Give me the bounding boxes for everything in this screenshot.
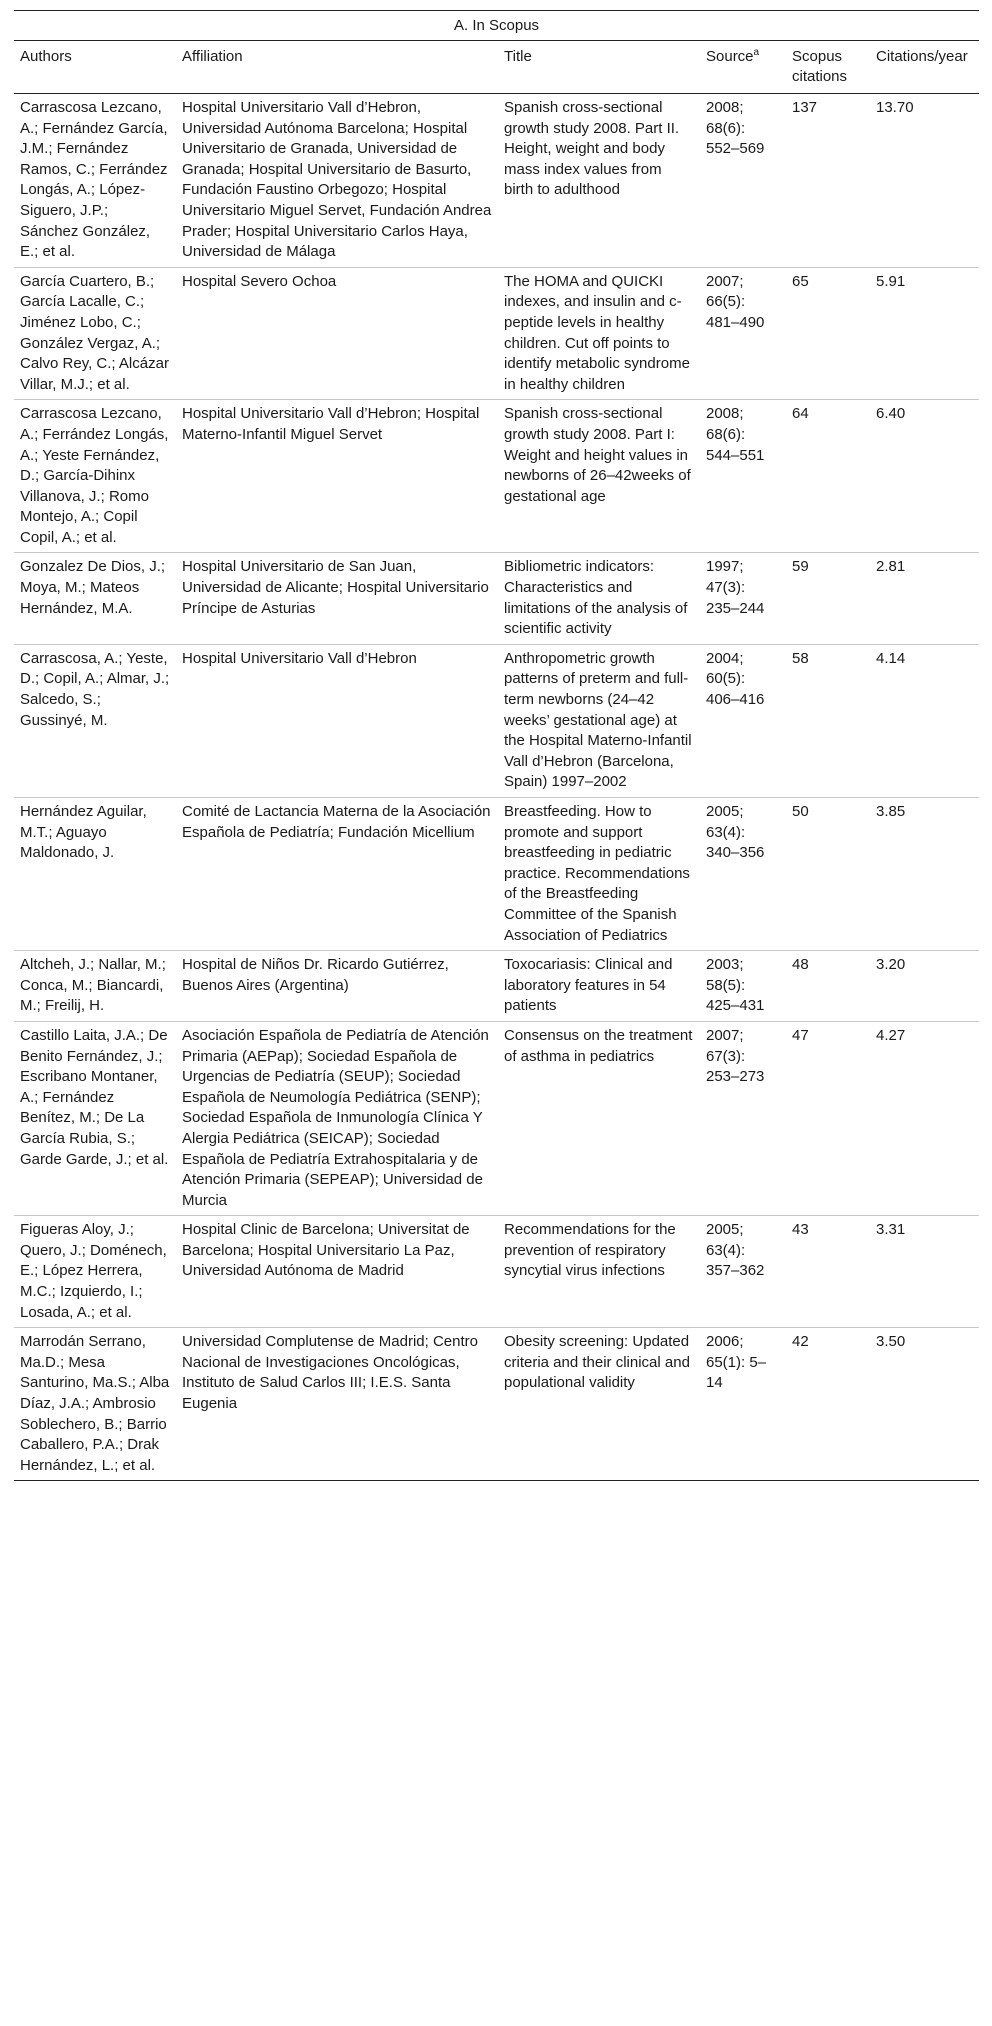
cell-citations-year: 2.81	[870, 553, 979, 644]
cell-affiliation: Comité de Lactancia Materna de la Asociación Española de Pediatría; Fundación Micellium	[176, 798, 498, 951]
cell-authors: Carrascosa Lezcano, A.; Ferrández Longás, A.; Yeste Fernández, D.; García-Dihinx Villanova, J.; Romo Montejo, A.; Copil Copil, A.; et al.	[14, 400, 176, 553]
table-row	[14, 94, 979, 268]
cell-source: 2007; 66(5): 481–490	[700, 267, 786, 400]
cell-source: 2007; 67(3): 253–273	[700, 1021, 786, 1215]
cell-citations-year: 3.31	[870, 1216, 979, 1328]
cell-citations-year: 3.20	[870, 951, 979, 1022]
cell-scopus-citations: 137	[786, 94, 870, 268]
cell-title: Spanish cross-sectional growth study 2008. Part II. Height, weight and body mass index values from birth to adulthood	[498, 94, 700, 268]
table-container	[14, 10, 979, 1481]
header-citations-year: Citations/year	[870, 41, 979, 94]
cell-scopus-citations: 42	[786, 1328, 870, 1481]
cell-citations-year: 4.27	[870, 1021, 979, 1215]
cell-title: Bibliometric indicators: Characteristics and limitations of the analysis of scientific activity	[498, 553, 700, 644]
cell-title: Breastfeeding. How to promote and support breastfeeding in pediatric practice. Recommendations of the Breastfeeding Committee of the Spanish Association of Pediatrics	[498, 798, 700, 951]
cell-source: 2008; 68(6): 544–551	[700, 400, 786, 553]
table-row	[14, 644, 979, 797]
cell-authors: García Cuartero, B.; García Lacalle, C.; Jiménez Lobo, C.; González Vergaz, A.; Calvo Rey, C.; Alcázar Villar, M.J.; et al.	[14, 267, 176, 400]
cell-source: 1997; 47(3): 235–244	[700, 553, 786, 644]
table-caption: A. In Scopus	[14, 11, 979, 41]
table-row	[14, 553, 979, 644]
header-scopus-citations: Scopus citations	[786, 41, 870, 94]
cell-affiliation: Hospital Universitario Vall d’Hebron; Hospital Materno-Infantil Miguel Servet	[176, 400, 498, 553]
table-body	[14, 94, 979, 1481]
table-row	[14, 400, 979, 553]
table-header-row	[14, 41, 979, 94]
cell-affiliation: Hospital Clinic de Barcelona; Universitat de Barcelona; Hospital Universitario La Paz, Universidad Autónoma de Madrid	[176, 1216, 498, 1328]
cell-title: Obesity screening: Updated criteria and their clinical and populational validity	[498, 1328, 700, 1481]
cell-citations-year: 13.70	[870, 94, 979, 268]
cell-authors: Carrascosa, A.; Yeste, D.; Copil, A.; Almar, J.; Salcedo, S.; Gussinyé, M.	[14, 644, 176, 797]
cell-scopus-citations: 47	[786, 1021, 870, 1215]
table-row	[14, 951, 979, 1022]
cell-scopus-citations: 59	[786, 553, 870, 644]
header-authors: Authors	[14, 41, 176, 94]
cell-authors: Gonzalez De Dios, J.; Moya, M.; Mateos Hernández, M.A.	[14, 553, 176, 644]
cell-source: 2005; 63(4): 340–356	[700, 798, 786, 951]
cell-scopus-citations: 64	[786, 400, 870, 553]
cell-source: 2008; 68(6): 552–569	[700, 94, 786, 268]
cell-source: 2006; 65(1): 5–14	[700, 1328, 786, 1481]
cell-scopus-citations: 58	[786, 644, 870, 797]
cell-citations-year: 3.85	[870, 798, 979, 951]
cell-authors: Carrascosa Lezcano, A.; Fernández García, J.M.; Fernández Ramos, C.; Ferrández Longás, A.; López-Siguero, J.P.; Sánchez González, E.; et al.	[14, 94, 176, 268]
cell-affiliation: Hospital Universitario de San Juan, Universidad de Alicante; Hospital Universitario Príncipe de Asturias	[176, 553, 498, 644]
cell-scopus-citations: 48	[786, 951, 870, 1022]
cell-citations-year: 6.40	[870, 400, 979, 553]
cell-title: Anthropometric growth patterns of preterm and full-term newborns (24–42 weeks’ gestational age) at the Hospital Materno-Infantil Vall d’Hebron (Barcelona, Spain) 1997–2002	[498, 644, 700, 797]
cell-title: Consensus on the treatment of asthma in pediatrics	[498, 1021, 700, 1215]
cell-source: 2005; 63(4): 357–362	[700, 1216, 786, 1328]
cell-authors: Hernández Aguilar, M.T.; Aguayo Maldonado, J.	[14, 798, 176, 951]
table-row	[14, 1328, 979, 1481]
cell-source: 2004; 60(5): 406–416	[700, 644, 786, 797]
cell-title: The HOMA and QUICKI indexes, and insulin and c-peptide levels in healthy children. Cut off points to identify metabolic syndrome in healthy children	[498, 267, 700, 400]
cell-source: 2003; 58(5): 425–431	[700, 951, 786, 1022]
cell-authors: Figueras Aloy, J.; Quero, J.; Doménech, E.; López Herrera, M.C.; Izquierdo, I.; Losada, A.; et al.	[14, 1216, 176, 1328]
cell-affiliation: Universidad Complutense de Madrid; Centro Nacional de Investigaciones Oncológicas, Instituto de Salud Carlos III; I.E.S. Santa Eugenia	[176, 1328, 498, 1481]
table-caption-row	[14, 11, 979, 41]
cell-citations-year: 5.91	[870, 267, 979, 400]
cell-scopus-citations: 50	[786, 798, 870, 951]
cell-affiliation: Hospital Universitario Vall d’Hebron	[176, 644, 498, 797]
cell-scopus-citations: 43	[786, 1216, 870, 1328]
cell-affiliation: Asociación Española de Pediatría de Atención Primaria (AEPap); Sociedad Española de Urgencias de Pediatría (SEUP); Sociedad Española de Neumología Pediátrica (SENP); Sociedad Española de Inmunología Clínica Y Alergia Pediátrica (SEICAP); Sociedad Española de Pediatría Extrahospitalaria y de Atención Primaria (SEPEAP); Universidad de Murcia	[176, 1021, 498, 1215]
cell-scopus-citations: 65	[786, 267, 870, 400]
table-row	[14, 1216, 979, 1328]
cell-title: Spanish cross-sectional growth study 2008. Part I: Weight and height values in newborns of 26–42weeks of gestational age	[498, 400, 700, 553]
header-source-label: Source	[706, 48, 754, 65]
cell-title: Recommendations for the prevention of respiratory syncytial virus infections	[498, 1216, 700, 1328]
cell-title: Toxocariasis: Clinical and laboratory features in 54 patients	[498, 951, 700, 1022]
cell-affiliation: Hospital de Niños Dr. Ricardo Gutiérrez, Buenos Aires (Argentina)	[176, 951, 498, 1022]
table-row	[14, 267, 979, 400]
header-title: Title	[498, 41, 700, 94]
cell-authors: Castillo Laita, J.A.; De Benito Fernández, J.; Escribano Montaner, A.; Fernández Benítez, M.; De La García Rubia, S.; Garde Garde, J.; et al.	[14, 1021, 176, 1215]
header-source	[700, 41, 786, 94]
scopus-citations-table	[14, 10, 979, 1481]
cell-citations-year: 4.14	[870, 644, 979, 797]
table-row	[14, 1021, 979, 1215]
table-row	[14, 798, 979, 951]
header-affiliation: Affiliation	[176, 41, 498, 94]
cell-affiliation: Hospital Universitario Vall d’Hebron, Universidad Autónoma Barcelona; Hospital Universitario de Granada, Universidad de Granada; Hospital Universitario de Basurto, Fundación Faustino Orbegozo; Hospital Universitario Miguel Servet, Fundación Andrea Prader; Hospital Universitario Carlos Haya, Universidad de Málaga	[176, 94, 498, 268]
cell-authors: Marrodán Serrano, Ma.D.; Mesa Santurino, Ma.S.; Alba Díaz, J.A.; Ambrosio Soblechero, B.; Barrio Caballero, P.A.; Drak Hernández, L.; et al.	[14, 1328, 176, 1481]
cell-citations-year: 3.50	[870, 1328, 979, 1481]
cell-authors: Altcheh, J.; Nallar, M.; Conca, M.; Biancardi, M.; Freilij, H.	[14, 951, 176, 1022]
cell-affiliation: Hospital Severo Ochoa	[176, 267, 498, 400]
header-source-footnote-mark: a	[753, 47, 760, 58]
